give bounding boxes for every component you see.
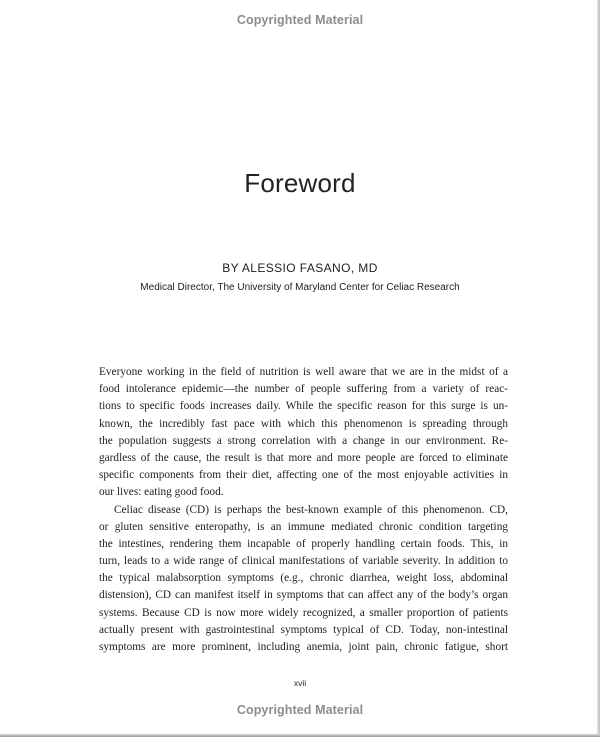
text-line: turn, leads to a wide range of clinical manifestations of variable severity. In addition to [99,555,508,568]
author-affiliation: Medical Director, The University of Maryland Center for Celiac Research [140,282,460,293]
paragraph-2 [99,502,508,657]
text-line: gardless of the cause, the result is that more and more people are forced to eliminate [99,451,508,464]
text-line: the typical malabsorption symptoms (e.g., chronic diarrhea, weight loss, abdominal [99,572,508,585]
text-line: distension), CD can manifest itself in symptoms that can affect any of the body’s organ [99,589,508,602]
copyright-watermark-top: Copyrighted Material [236,13,364,27]
text-line: our lives: eating good food. [99,486,224,499]
copyright-watermark-bottom: Copyrighted Material [236,703,364,717]
text-line: the population suggests a strong correlation with a change in our environment. Re- [99,434,508,447]
text-line: Celiac disease (CD) is perhaps the best-known example of this phenomenon. CD, [114,503,508,516]
page-number: xvii [293,678,307,688]
text-line: food intolerance epidemic—the number of people suffering from a variety of reac- [99,383,508,396]
text-line: symptoms are more prominent, including anemia, joint pain, chronic fatigue, short [99,641,508,653]
text-line: the intestines, rendering them incapable of properly handling certain foods. This, in [99,537,508,550]
paragraph-1 [99,364,508,502]
text-line: known, the incredibly fast pace with which this phenomenon is spreading through [99,417,508,430]
chapter-title: Foreword [244,168,356,198]
text-line: tions to specific foods increases daily. While the specific reason for this surge is un- [99,400,508,413]
text-line: Everyone working in the field of nutrition is well aware that we are in the midst of a [99,366,508,378]
author-byline: BY ALESSIO FASANO, MD [222,261,378,275]
text-line: or gluten sensitive enteropathy, is an immune mediated chronic condition targeting [99,520,508,533]
body-text [99,364,508,656]
text-line: specific components from their diet, affecting one of the most enjoyable activities in [99,469,508,482]
text-line: systems. Because CD is now more widely recognized, a smaller proportion of patients [99,606,508,619]
text-line: actually present with gastrointestinal symptoms typical of CD. Today, non-intestinal [99,623,508,636]
